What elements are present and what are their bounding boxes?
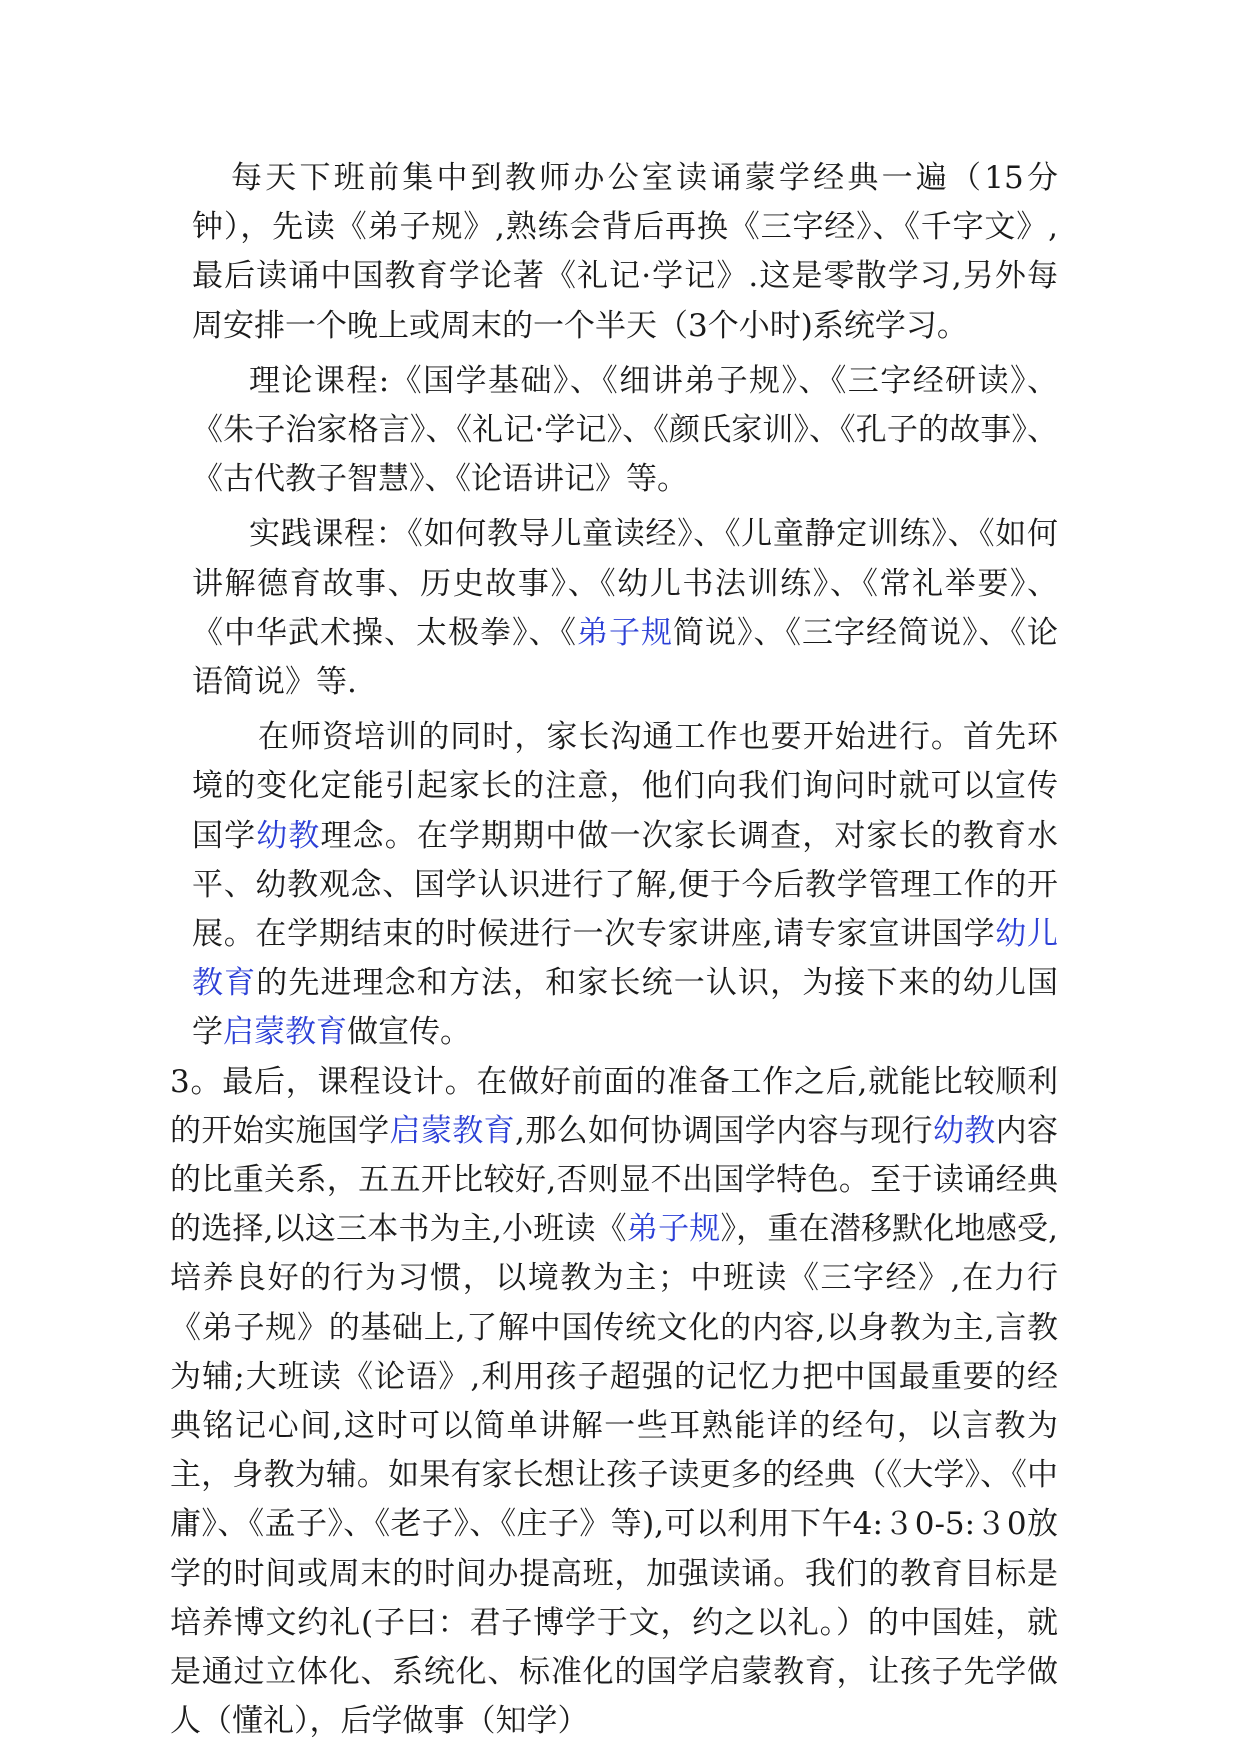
link-qimeng-jiaoyu[interactable]: 启蒙教育 [223, 1014, 347, 1051]
paragraph-text: 做宣传。 [347, 1014, 471, 1051]
paragraph-text: 在师资培训的同时，家长沟通工作也要开始进行。首先环境的变化定能引起家长的注意，他们向我们询问时就可以宣传国学 [192, 719, 1058, 854]
paragraph-course-design [170, 1058, 1058, 1747]
link-youjiao-2[interactable]: 幼教 [932, 1112, 996, 1149]
paragraph-text: 的先进理念和方法，和家长统一认识，为接下来的幼儿国学 [192, 965, 1059, 1051]
link-youjiao[interactable]: 幼教 [256, 817, 321, 854]
paragraph-theory-courses [192, 357, 1058, 505]
paragraph-text: 每天下班前集中到教师办公室读诵蒙学经典一遍（15分钟），先读《弟子规》,熟练会背后再换《三字经》、《千字文》,最后读诵中国教育学论著《礼记·学记》.这是零散学习,另外每周安排一个晚上或周末的一个半天（3个小时)系统学习。 [192, 160, 1058, 344]
paragraph-text: ,那么如何协调国学内容与现行 [515, 1112, 933, 1149]
paragraph-practice-courses [192, 510, 1058, 707]
paragraph-text: 3。最后，课程设计。在做好前面的准备工作之后,就能比较顺利的开始实施国学 [170, 1063, 1058, 1149]
paragraph-daily-reading [192, 154, 1058, 351]
paragraph-text: 理论课程:《国学基础》、《细讲弟子规》、《三字经研读》、《朱子治家格言》、《礼记·学记》、《颜氏家训》、《孔子的故事》、《古代教子智慧》、《论语讲记》等。 [192, 362, 1058, 498]
link-qimeng-jiaoyu-2[interactable]: 启蒙教育 [389, 1112, 515, 1149]
paragraph-text: 内容的比重关系，五五开比较好,否则显不出国学特色。至于读诵经典的选择,以这三本书为主,小班读《 [170, 1112, 1059, 1248]
link-youer-jiaoyu[interactable]: 幼儿教育 [192, 916, 1059, 1002]
paragraph-text: 实践课程：《如何教导儿童读经》、《儿童静定训练》、《如何讲解德育故事、历史故事》、《幼儿书法训练》、《常礼举要》、《中华武术操、太极拳》、《 [192, 516, 1058, 651]
paragraph-text: 》，重在潜移默化地感受,培养良好的行为习惯，以境教为主；中班读《三字经》,在力行《弟子规》的基础上,了解中国传统文化的内容,以身教为主,言教为辅;大班读《论语》,利用孩子超强的记忆力把中国最重要的经典铭记心间,这时可以简单讲解一些耳熟能详的经句，以言教为主，身教为辅。如果有家长想让孩子读更多的经典（《大学》、《中庸》、《孟子》、《老子》、《庄子》等),可以利用下午4:３0-5:３0放学的时间或周末的时间办提高班，加强读诵。我们的教育目标是培养博文约礼(子曰：君子博学于文，约之以礼。）的中国娃，就是通过立体化、系统化、标准化的国学启蒙教育，让孩子先学做人（懂礼），后学做事（知学） [170, 1211, 1058, 1740]
document-body [170, 154, 1059, 1747]
link-dizigui-2[interactable]: 弟子规 [626, 1211, 721, 1248]
paragraph-text: 简说》、《三字经简说》、《论语简说》等. [192, 614, 1058, 701]
paragraph-text: 理念。在学期期中做一次家长调查，对家长的教育水平、幼教观念、国学认识进行了解,便于今后教学管理工作的开展。在学期结束的时候进行一次专家讲座,请专家宣讲国学 [192, 817, 1059, 953]
paragraph-parent-communication [192, 713, 1058, 1057]
link-dizigui[interactable]: 弟子规 [577, 614, 673, 651]
